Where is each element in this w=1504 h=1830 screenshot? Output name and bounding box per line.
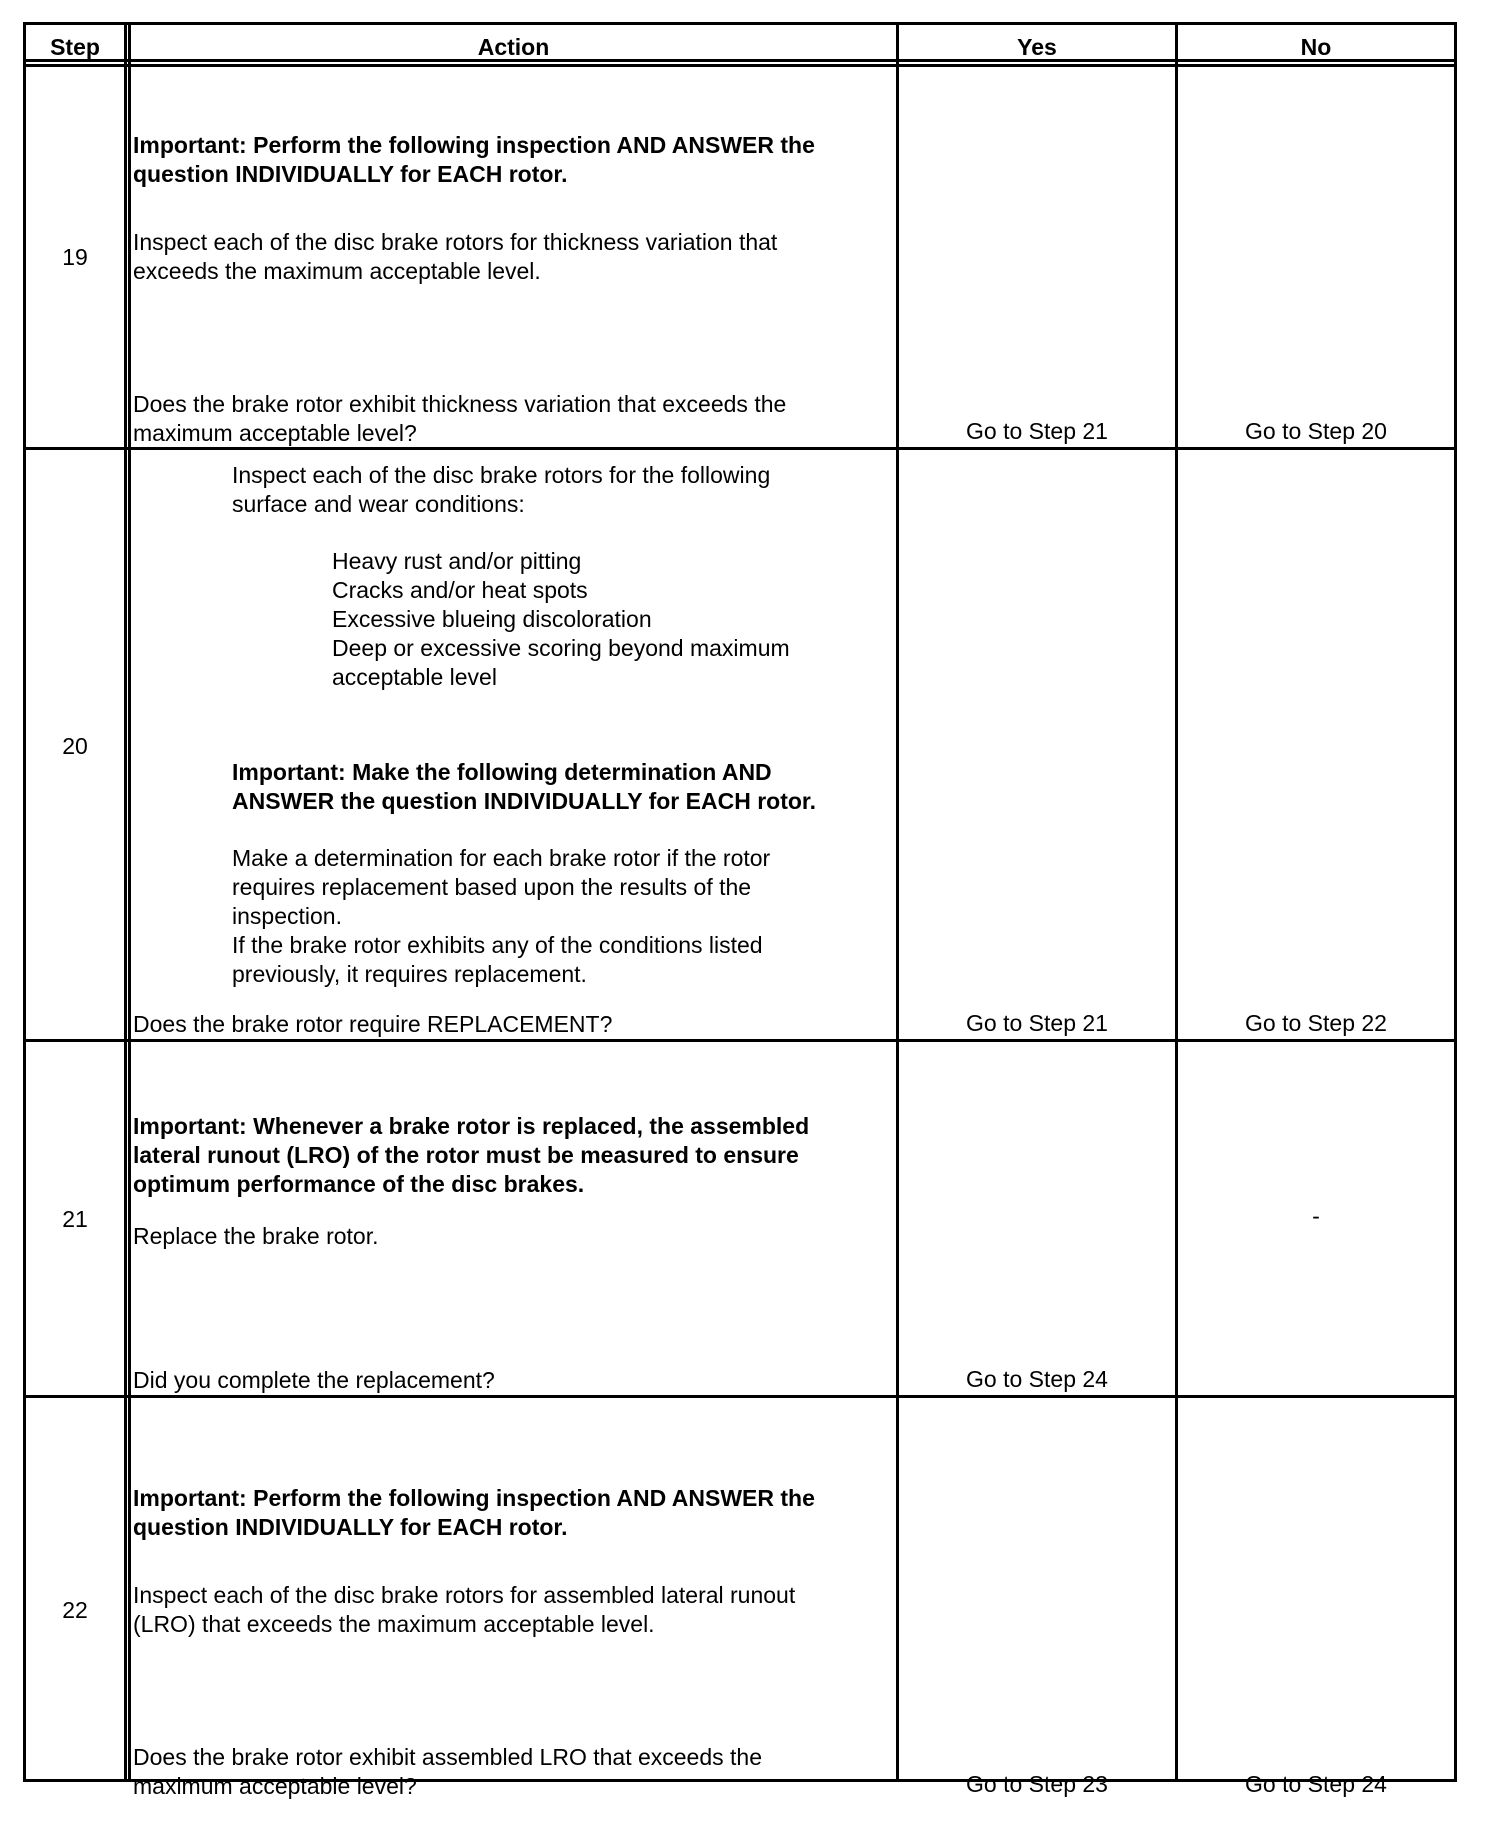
no-answer: - [1312, 1203, 1320, 1229]
list-item: acceptable level [332, 664, 497, 690]
row-divider [26, 64, 1454, 67]
important-note: Important: Perform the following inspection AND ANSWER the question INDIVIDUALLY for EACH rotor. [133, 1485, 815, 1540]
inspect-instruction: Inspect each of the disc brake rotors for the following surface and wear conditions: [232, 462, 771, 517]
step-number: 20 [62, 733, 88, 759]
list-item: Excessive blueing discoloration [332, 606, 652, 632]
header-action: Action [477, 34, 550, 60]
step-number: 21 [62, 1206, 88, 1232]
important-note: Important: Make the following determination AND ANSWER the question INDIVIDUALLY for EACH rotor. [232, 759, 816, 814]
important-note: Important: Perform the following inspection AND ANSWER the question INDIVIDUALLY for EACH rotor. [133, 132, 815, 187]
column-divider [128, 25, 131, 1779]
important-note: Important: Whenever a brake rotor is replaced, the assembled lateral runout (LRO) of the rotor must be measured to ensure optimum performance of the disc brakes. [133, 1113, 810, 1197]
header-step: Step [50, 34, 100, 60]
column-divider [124, 25, 127, 1779]
row-divider [26, 1395, 1454, 1398]
diagnostic-table [23, 22, 1457, 1799]
step-number: 22 [62, 1597, 88, 1623]
no-answer: Go to Step 22 [1245, 1010, 1387, 1036]
list-item: Heavy rust and/or pitting [332, 548, 582, 574]
list-item: Deep or excessive scoring beyond maximum [332, 635, 790, 661]
list-item: Cracks and/or heat spots [332, 577, 588, 603]
column-divider [1175, 25, 1178, 1779]
question-text: Did you complete the replacement? [133, 1367, 495, 1393]
yes-answer: Go to Step 21 [966, 1010, 1108, 1036]
replace-instruction: Replace the brake rotor. [133, 1223, 379, 1249]
question-text: Does the brake rotor exhibit thickness variation that exceeds the maximum acceptable level? [133, 391, 787, 446]
header-no: No [1300, 34, 1332, 60]
question-text: Does the brake rotor require REPLACEMENT? [133, 1011, 613, 1037]
column-divider [896, 25, 899, 1779]
question-text: Does the brake rotor exhibit assembled LRO that exceeds the maximum acceptable level? [133, 1744, 763, 1799]
row-divider [26, 1039, 1454, 1042]
inspect-instruction: Inspect each of the disc brake rotors for thickness variation that exceeds the maximum acceptable level. [133, 229, 778, 284]
no-answer: Go to Step 24 [1245, 1771, 1387, 1797]
header-yes: Yes [1017, 34, 1057, 60]
step-number: 19 [62, 244, 88, 270]
yes-answer: Go to Step 21 [966, 418, 1108, 444]
determination-text: Make a determination for each brake rotor if the rotor requires replacement based upon the results of the inspection. If the brake rotor exhibits any of the conditions listed previously, it requires replacement. [232, 845, 771, 987]
yes-answer: Go to Step 23 [966, 1771, 1108, 1797]
conditions-list [332, 547, 790, 692]
inspect-instruction: Inspect each of the disc brake rotors for assembled lateral runout (LRO) that exceeds the maximum acceptable level. [133, 1582, 796, 1637]
yes-answer: Go to Step 24 [966, 1366, 1108, 1392]
no-answer: Go to Step 20 [1245, 418, 1387, 444]
